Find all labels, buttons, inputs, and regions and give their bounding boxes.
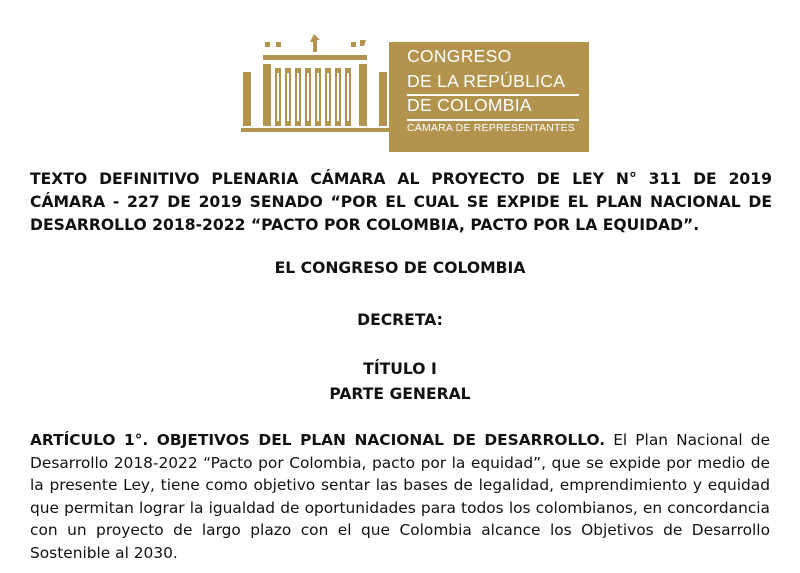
logo-line-camara: CÁMARA DE REPRESENTANTES — [407, 122, 575, 134]
article-1 — [30, 429, 770, 564]
enacting-body: EL CONGRESO DE COLOMBIA — [274, 259, 526, 277]
part-heading: PARTE GENERAL — [329, 385, 471, 403]
title-heading: TÍTULO I — [363, 360, 437, 378]
decree-heading: DECRETA: — [357, 311, 443, 329]
logo-line-colombia: DE COLOMBIA — [407, 95, 532, 115]
logo-line-republica: DE LA REPÚBLICA — [407, 71, 566, 91]
logo-line-congreso: CONGRESO — [407, 46, 512, 66]
logo-wordmark-plate — [389, 42, 589, 152]
document-heading: TEXTO DEFINITIVO PLENARIA CÁMARA AL PROYECTO DE LEY N° 311 DE 2019 CÁMARA - 227 DE 2019 SENADO “POR EL CUAL SE EXPIDE EL PLAN NACIONAL DE DESARROLLO 2018-2022 “PACTO POR COLOMBIA, PACTO POR LA EQUIDAD”. — [30, 170, 772, 234]
article-1-label: ARTÍCULO 1°. OBJETIVOS DEL PLAN NACIONAL DE DESARROLLO. — [30, 431, 606, 449]
article-1-text: El Plan Nacional de Desarrollo 2018-2022 “Pacto por Colombia, pacto por la equidad”, que se expide por medio de la presente Ley, tiene como objetivo sentar las bases de legalidad, emprendimiento y equidad que permitan lograr la igualdad de oportunidades para todos los colombianos, en concordancia con un proyecto de largo plazo con el que Colombia alcance los Objetivos de Desarrollo Sostenible al 2030. — [30, 431, 770, 562]
logo-divider — [407, 119, 579, 121]
congress-logo — [213, 28, 589, 138]
capitol-emblem-icon — [213, 28, 389, 138]
